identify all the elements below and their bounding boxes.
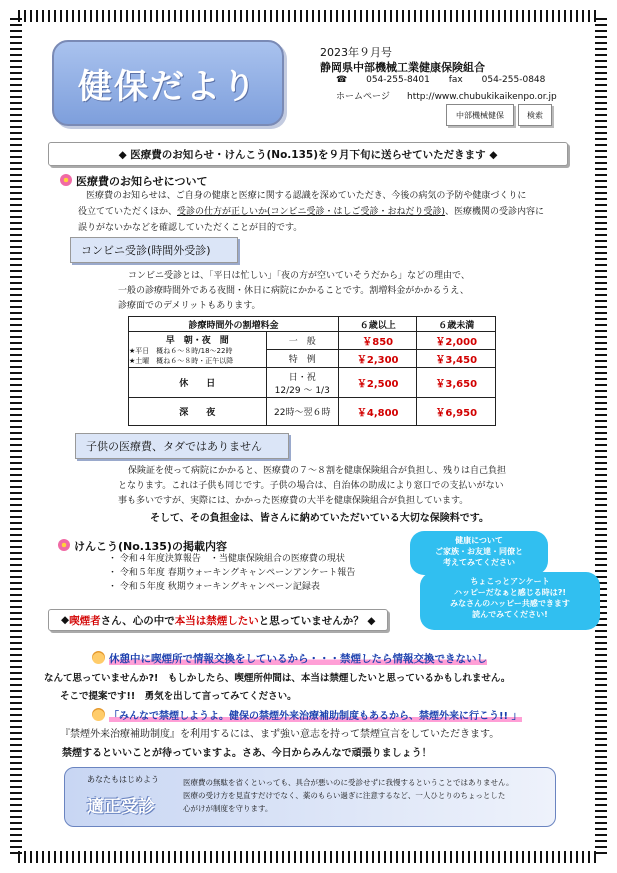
homepage-url[interactable]: http://www.chubukikaikenpo.or.jp (407, 92, 557, 102)
child-line1: 保険証を使って病院にかかると、医療費の７～８割を健康保険組合が負担し、残りは自己負担 (128, 466, 507, 476)
medical-notice-line3: 誤りがないかなどを確認していただくことが目的です。 (78, 223, 303, 233)
smiley-icon (92, 708, 105, 721)
medical-notice-line2: 役立てていただくほか、受診の仕方が正しいか(コンビニ受診・はしご受診・おねだり受診)、医療機関の受診内容に (78, 207, 545, 217)
fee-table-header-6plus: ６歳以上 (338, 317, 417, 332)
konbini-tag: コンビニ受診(時間外受診) (70, 237, 238, 263)
fax-label: fax (448, 75, 463, 85)
kenkou-item-1: ・ 令和４年度決算報告 ・当健康保険組合の医療費の現状 (108, 554, 345, 564)
search-button[interactable]: 検索 (518, 104, 552, 126)
phone-number: 054-255-8401 (366, 75, 430, 85)
fee-table-header-under6: ６歳未満 (417, 317, 496, 332)
section-heading-medical-notice: 医療費のお知らせについて (60, 173, 207, 189)
kenkou-item-3: ・ 令和５年度 秋期ウォーキングキャンペーン記録表 (108, 582, 320, 592)
medical-notice-line1: 医療費のお知らせは、ご自身の健康と医療に関する認識を深めていただき、今後の病気の予防や健康づくりに (86, 191, 527, 201)
page-border-bottom (18, 851, 598, 863)
cell-general-under6: ￥2,000 (417, 332, 496, 350)
flower-icon (60, 174, 72, 186)
appropriate-care-box (64, 767, 556, 827)
fee-table (128, 316, 496, 426)
homepage-line (336, 89, 557, 102)
child-cost-tag: 子供の医療費、タダではありません (75, 433, 289, 459)
smoking-line3: そこで提案です!! 勇気を出して言ってみてください。 (60, 691, 297, 702)
cell-holiday-dates: 日・祝 12/29 ～ 1/3 (266, 368, 338, 398)
konbini-line2: 一般の診療時間外である夜間・休日に病院にかかることです。割増料金がかかるうえ、 (118, 286, 469, 296)
cell-special-under6: ￥3,450 (417, 350, 496, 368)
fee-table-header: 診療時間外の割増料金 (129, 317, 339, 332)
smiley-icon (92, 651, 105, 664)
announcement-banner: ◆ 医療費のお知らせ・けんこう(No.135)を９月下旬に送らせていただきます ◆ (48, 142, 568, 166)
cell-holiday-6plus: ￥2,500 (338, 368, 417, 398)
konbini-line3: 診療面でのデメリットもあります。 (118, 301, 261, 311)
cell-general: 一 般 (266, 332, 338, 350)
cell-special: 特 例 (266, 350, 338, 368)
smoking-line5: 『禁煙外来治療補助制度』を利用するには、まず強い意志を持って禁煙宣言をしていただきます。 (60, 729, 500, 740)
page-border-right (595, 18, 607, 854)
row-latenight-label: 深 夜 (129, 398, 267, 426)
section-heading-kenkou: けんこう(No.135)の掲載内容 (58, 538, 227, 554)
child-emphasis: そして、その負担金は、皆さんに納めていただいている大切な保険料です。 (150, 513, 489, 524)
cell-latenight-6plus: ￥4,800 (338, 398, 417, 426)
cell-special-6plus: ￥2,300 (338, 350, 417, 368)
smoking-line4: 「みんなで禁煙しようよ。健保の禁煙外来治療補助制度もあるから、禁煙外来に行こう!! 」 (92, 707, 522, 722)
tekisei-title: 適正受診 (87, 797, 155, 817)
phone-icon: ☎ (336, 75, 348, 85)
issue-date: 2023年９月号 (320, 46, 392, 59)
cell-latenight-under6: ￥6,950 (417, 398, 496, 426)
child-line3: 事も多いですが、実際には、かかった医療費の大半を健康保険組合が負担しています。 (118, 496, 469, 506)
search-keyword-box[interactable]: 中部機械健保 (446, 104, 514, 126)
organization-name: 静岡県中部機械工業健康保険組合 (320, 61, 485, 74)
tekisei-text: 医療費の無駄を省くといっても、具合が悪いのに受診せずに我慢するということではありません。 医療の受け方を見直すだけでなく、薬のもらい過ぎに注意するなど、一人ひとりのちょっとした 心がけが制度を守ります。 (183, 778, 514, 813)
fax-number: 054-255-0848 (481, 75, 546, 85)
row-early-night-label: 早 朝・夜 間 ★平日 概ね６～８時/18～22時 ★土曜 概ね６～８時・正午以降 (129, 332, 267, 368)
smoking-line1: 休憩中に喫煙所で情報交換をしているから・・・禁煙したら情報交換できないし (92, 651, 487, 666)
row-holiday-label: 休 日 (129, 368, 267, 398)
konbini-line1: コンビニ受診とは、「平日は忙しい」「夜の方が空いていそうだから」などの理由で、 (128, 271, 470, 281)
cell-latenight-hours: 22時～翌６時 (266, 398, 338, 426)
flower-icon (58, 539, 70, 551)
homepage-label: ホームページ (336, 92, 390, 102)
callout-health: 健康について ご家族・お友達・同僚と 考えてみてください (410, 531, 548, 575)
masthead-title: 健保だより (52, 40, 284, 126)
kenkou-item-2: ・ 令和５年度 春期ウォーキングキャンペーンアンケート報告 (108, 568, 356, 578)
contact-line (336, 75, 561, 85)
child-line2: となります。これは子供も同じです。子供の場合は、自治体の助成により窓口での支払いがない (118, 481, 504, 491)
cell-holiday-under6: ￥3,650 (417, 368, 496, 398)
smoking-banner: ◆ 喫煙者 さん、心の中で 本当は禁煙したい と思っていませんか？ ◆ (48, 609, 388, 631)
tekisei-pre: あなたもはじめよう (87, 775, 159, 784)
smoking-line6: 禁煙するといいことが待っていますよ。さあ、今日からみんなで頑張りましょう！ (62, 748, 432, 759)
page-border-top (18, 10, 598, 22)
callout-survey: ちょこっとアンケート ハッピーだなぁと感じる時は?! みなさんのハッピー共感できます 読んでみてください! (420, 572, 600, 630)
page-border-left (10, 18, 22, 854)
smoking-line2: なんて思っていませんか?! もしかしたら、喫煙所仲間は、本当は禁煙したいと思っているかもしれません。 (44, 673, 511, 684)
cell-general-6plus: ￥850 (338, 332, 417, 350)
